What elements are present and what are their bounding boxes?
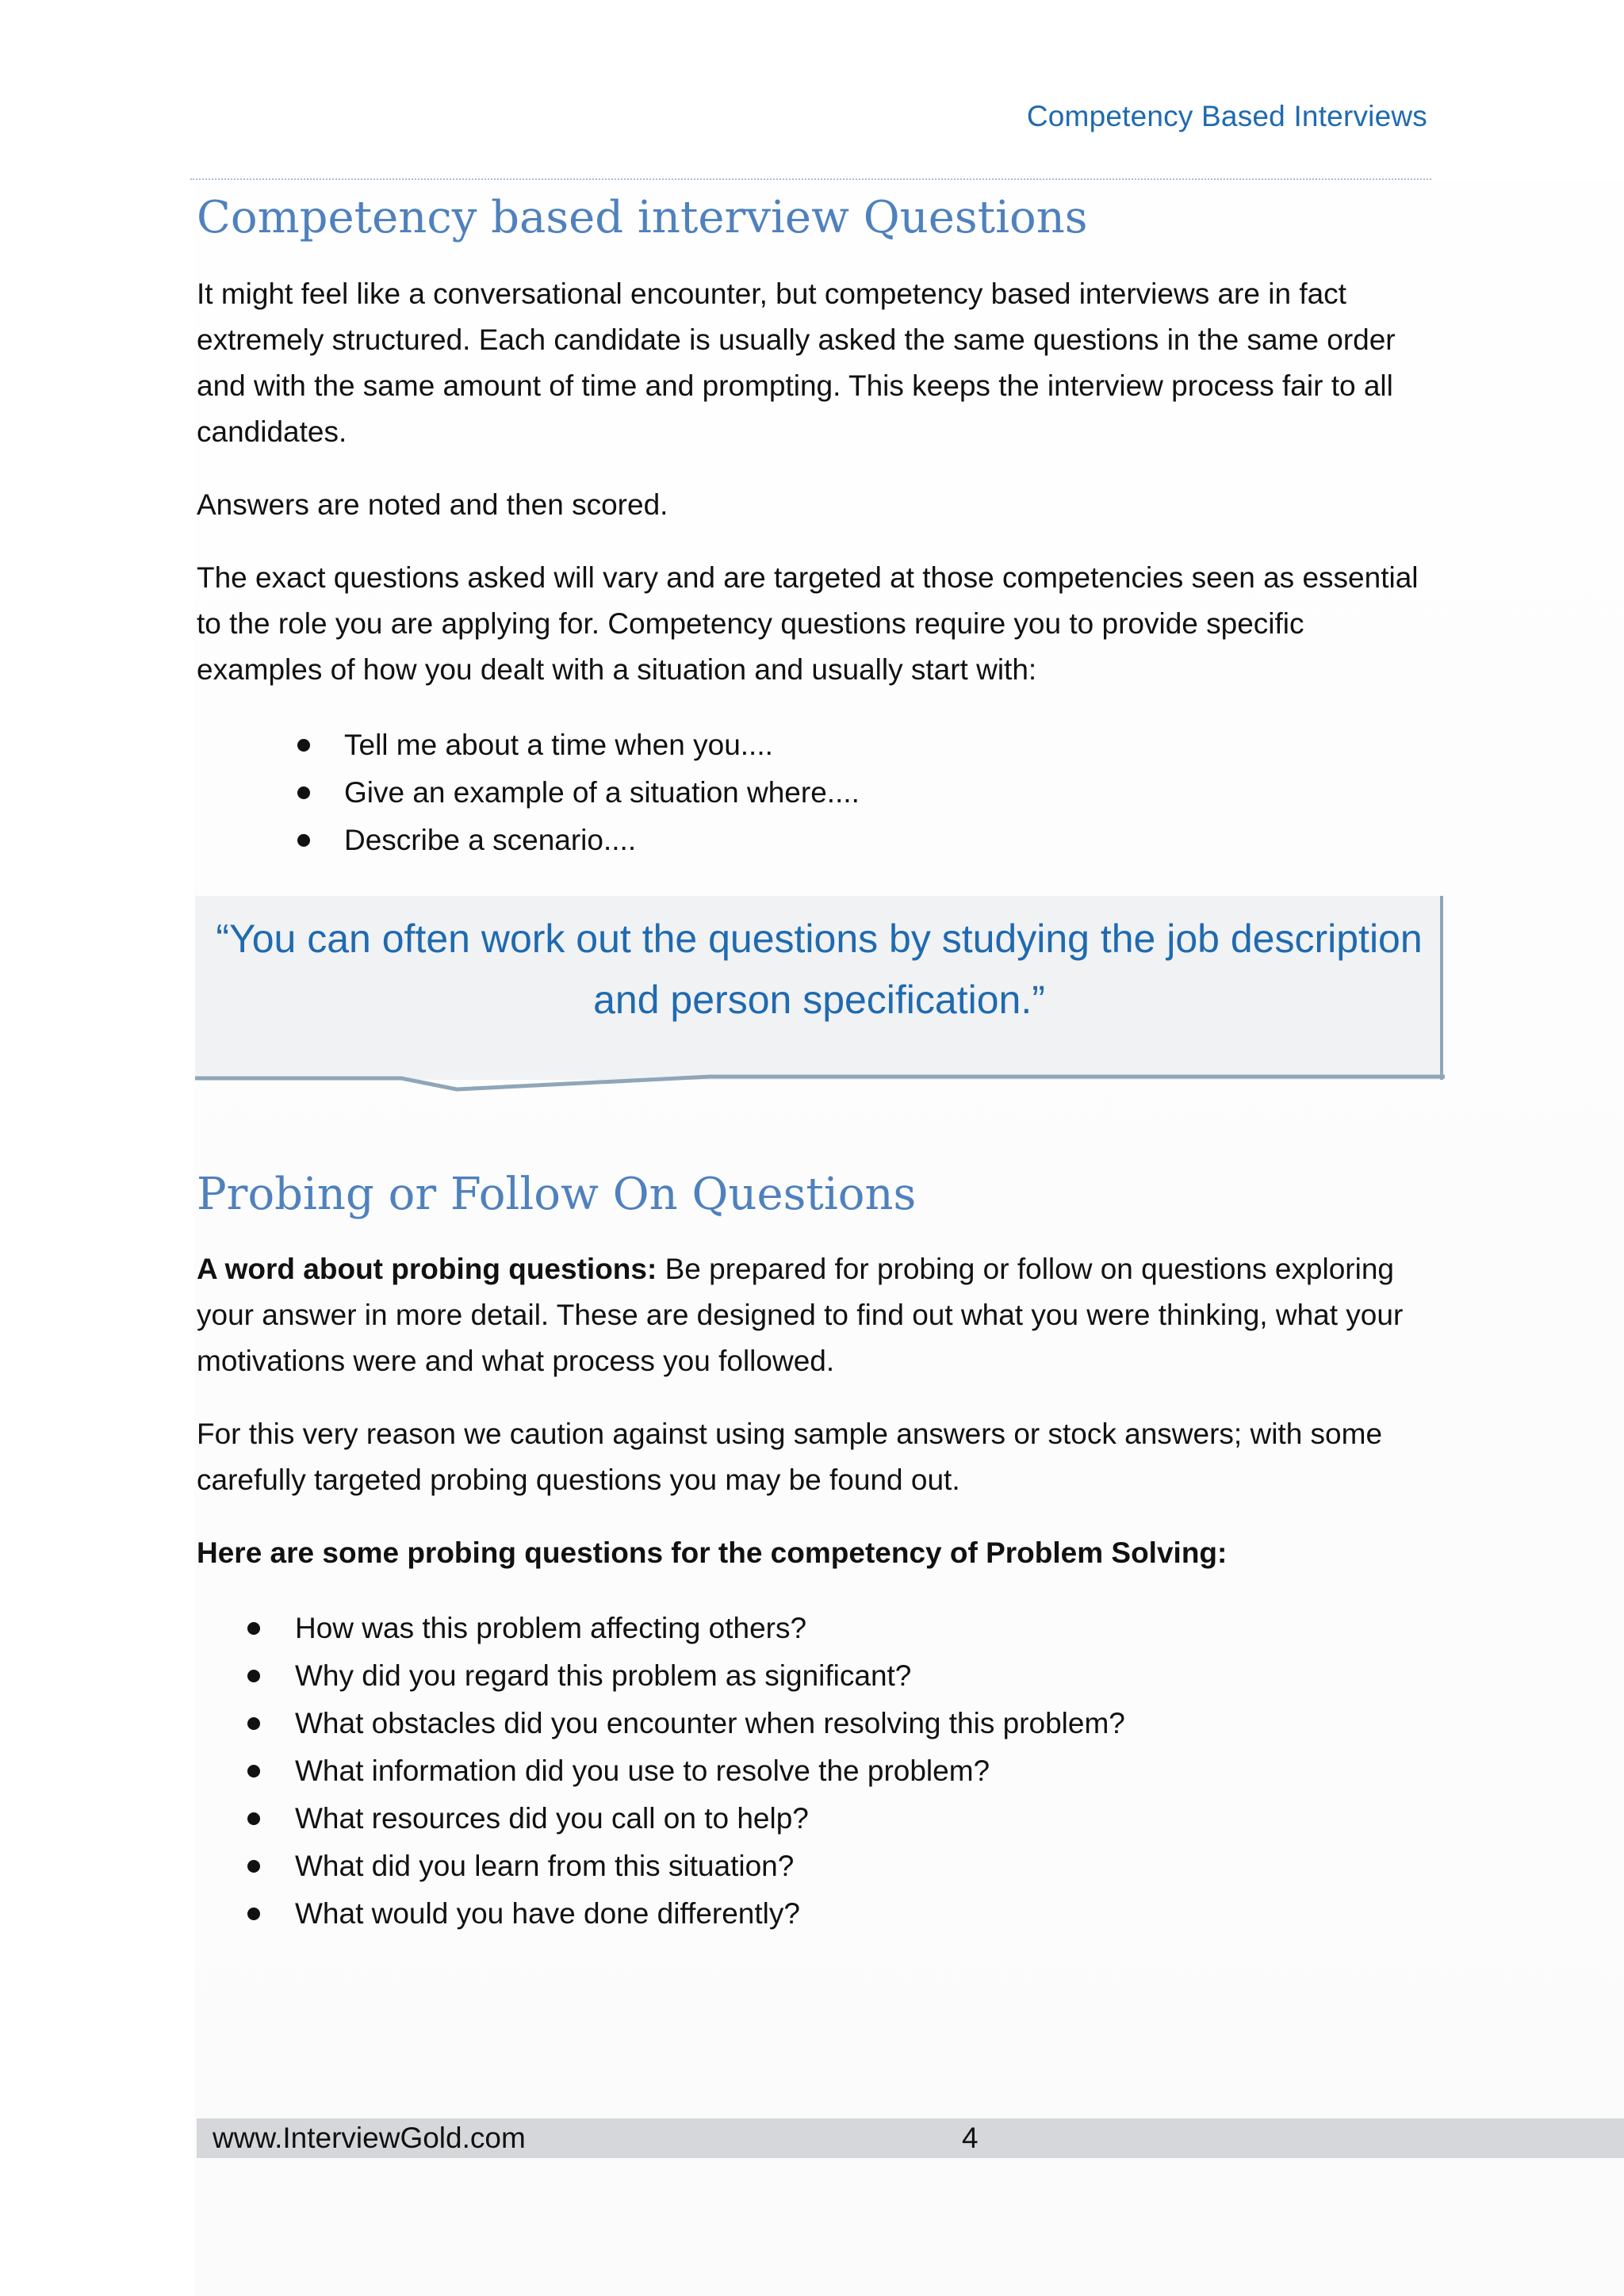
- footer-page-number: 4: [962, 2122, 979, 2154]
- paragraph-answers-scored: Answers are noted and then scored.: [197, 488, 668, 521]
- paragraph-probing-intro: [197, 1246, 1430, 1384]
- header-divider: [190, 178, 1431, 180]
- list-item: What obstacles did you encounter when resolving this problem?: [197, 1700, 1430, 1747]
- page-content: [197, 190, 1430, 1938]
- probing-questions-list: [197, 1605, 1430, 1938]
- question-starters-list: [197, 721, 1430, 864]
- probing-intro-label: A word about probing questions:: [197, 1253, 657, 1285]
- callout-quote: “You can often work out the questions by studying the job description and person specification.”: [216, 916, 1423, 1022]
- paragraph-exact-questions: The exact questions asked will vary and are targeted at those competencies seen as essential to the role you are applying for. Competency questions require you to provide specific examples of how you dealt with a situation and usually start with:: [197, 561, 1419, 686]
- list-item: What information did you use to resolve the problem?: [197, 1747, 1430, 1795]
- list-heading-text: Here are some probing questions for the competency of Problem Solving:: [197, 1536, 1228, 1569]
- footer-website-url: www.InterviewGold.com: [213, 2122, 526, 2154]
- probing-intro-text: Be prepared for probing or follow on questions exploring your answer in more detail. These are designed to find out what you were thinking, what your motivations were and what process you followed.: [197, 1253, 1404, 1377]
- section-heading-competency-questions: Competency based interview Questions: [197, 192, 1088, 243]
- list-item: What did you learn from this situation?: [197, 1843, 1430, 1890]
- list-item: What resources did you call on to help?: [197, 1795, 1430, 1843]
- list-item: How was this problem affecting others?: [197, 1605, 1430, 1652]
- paragraph-sample-answers-caution: For this very reason we caution against using sample answers or stock answers; with some carefully targeted probing questions you may be found out.: [197, 1418, 1383, 1496]
- pull-quote-callout: [195, 896, 1443, 1102]
- paragraph-structured-interviews: It might feel like a conversational encounter, but competency based interviews are in fact extremely structured. Each candidate is usually asked the same questions in the same order and with the same amount of time and prompting. This keeps the interview process fair to all candidates.: [197, 277, 1396, 448]
- list-item: Describe a scenario....: [197, 817, 1430, 864]
- section-heading-probing-questions: Probing or Follow On Questions: [197, 1169, 917, 1220]
- running-header: Competency Based Interviews: [1026, 100, 1427, 132]
- callout-pointer: [195, 1073, 1445, 1102]
- list-item: Give an example of a situation where....: [197, 769, 1430, 817]
- list-item: What would you have done differently?: [197, 1890, 1430, 1938]
- list-item: Why did you regard this problem as significant?: [197, 1652, 1430, 1700]
- list-item: Tell me about a time when you....: [197, 721, 1430, 769]
- problem-solving-list-heading: [197, 1530, 1430, 1576]
